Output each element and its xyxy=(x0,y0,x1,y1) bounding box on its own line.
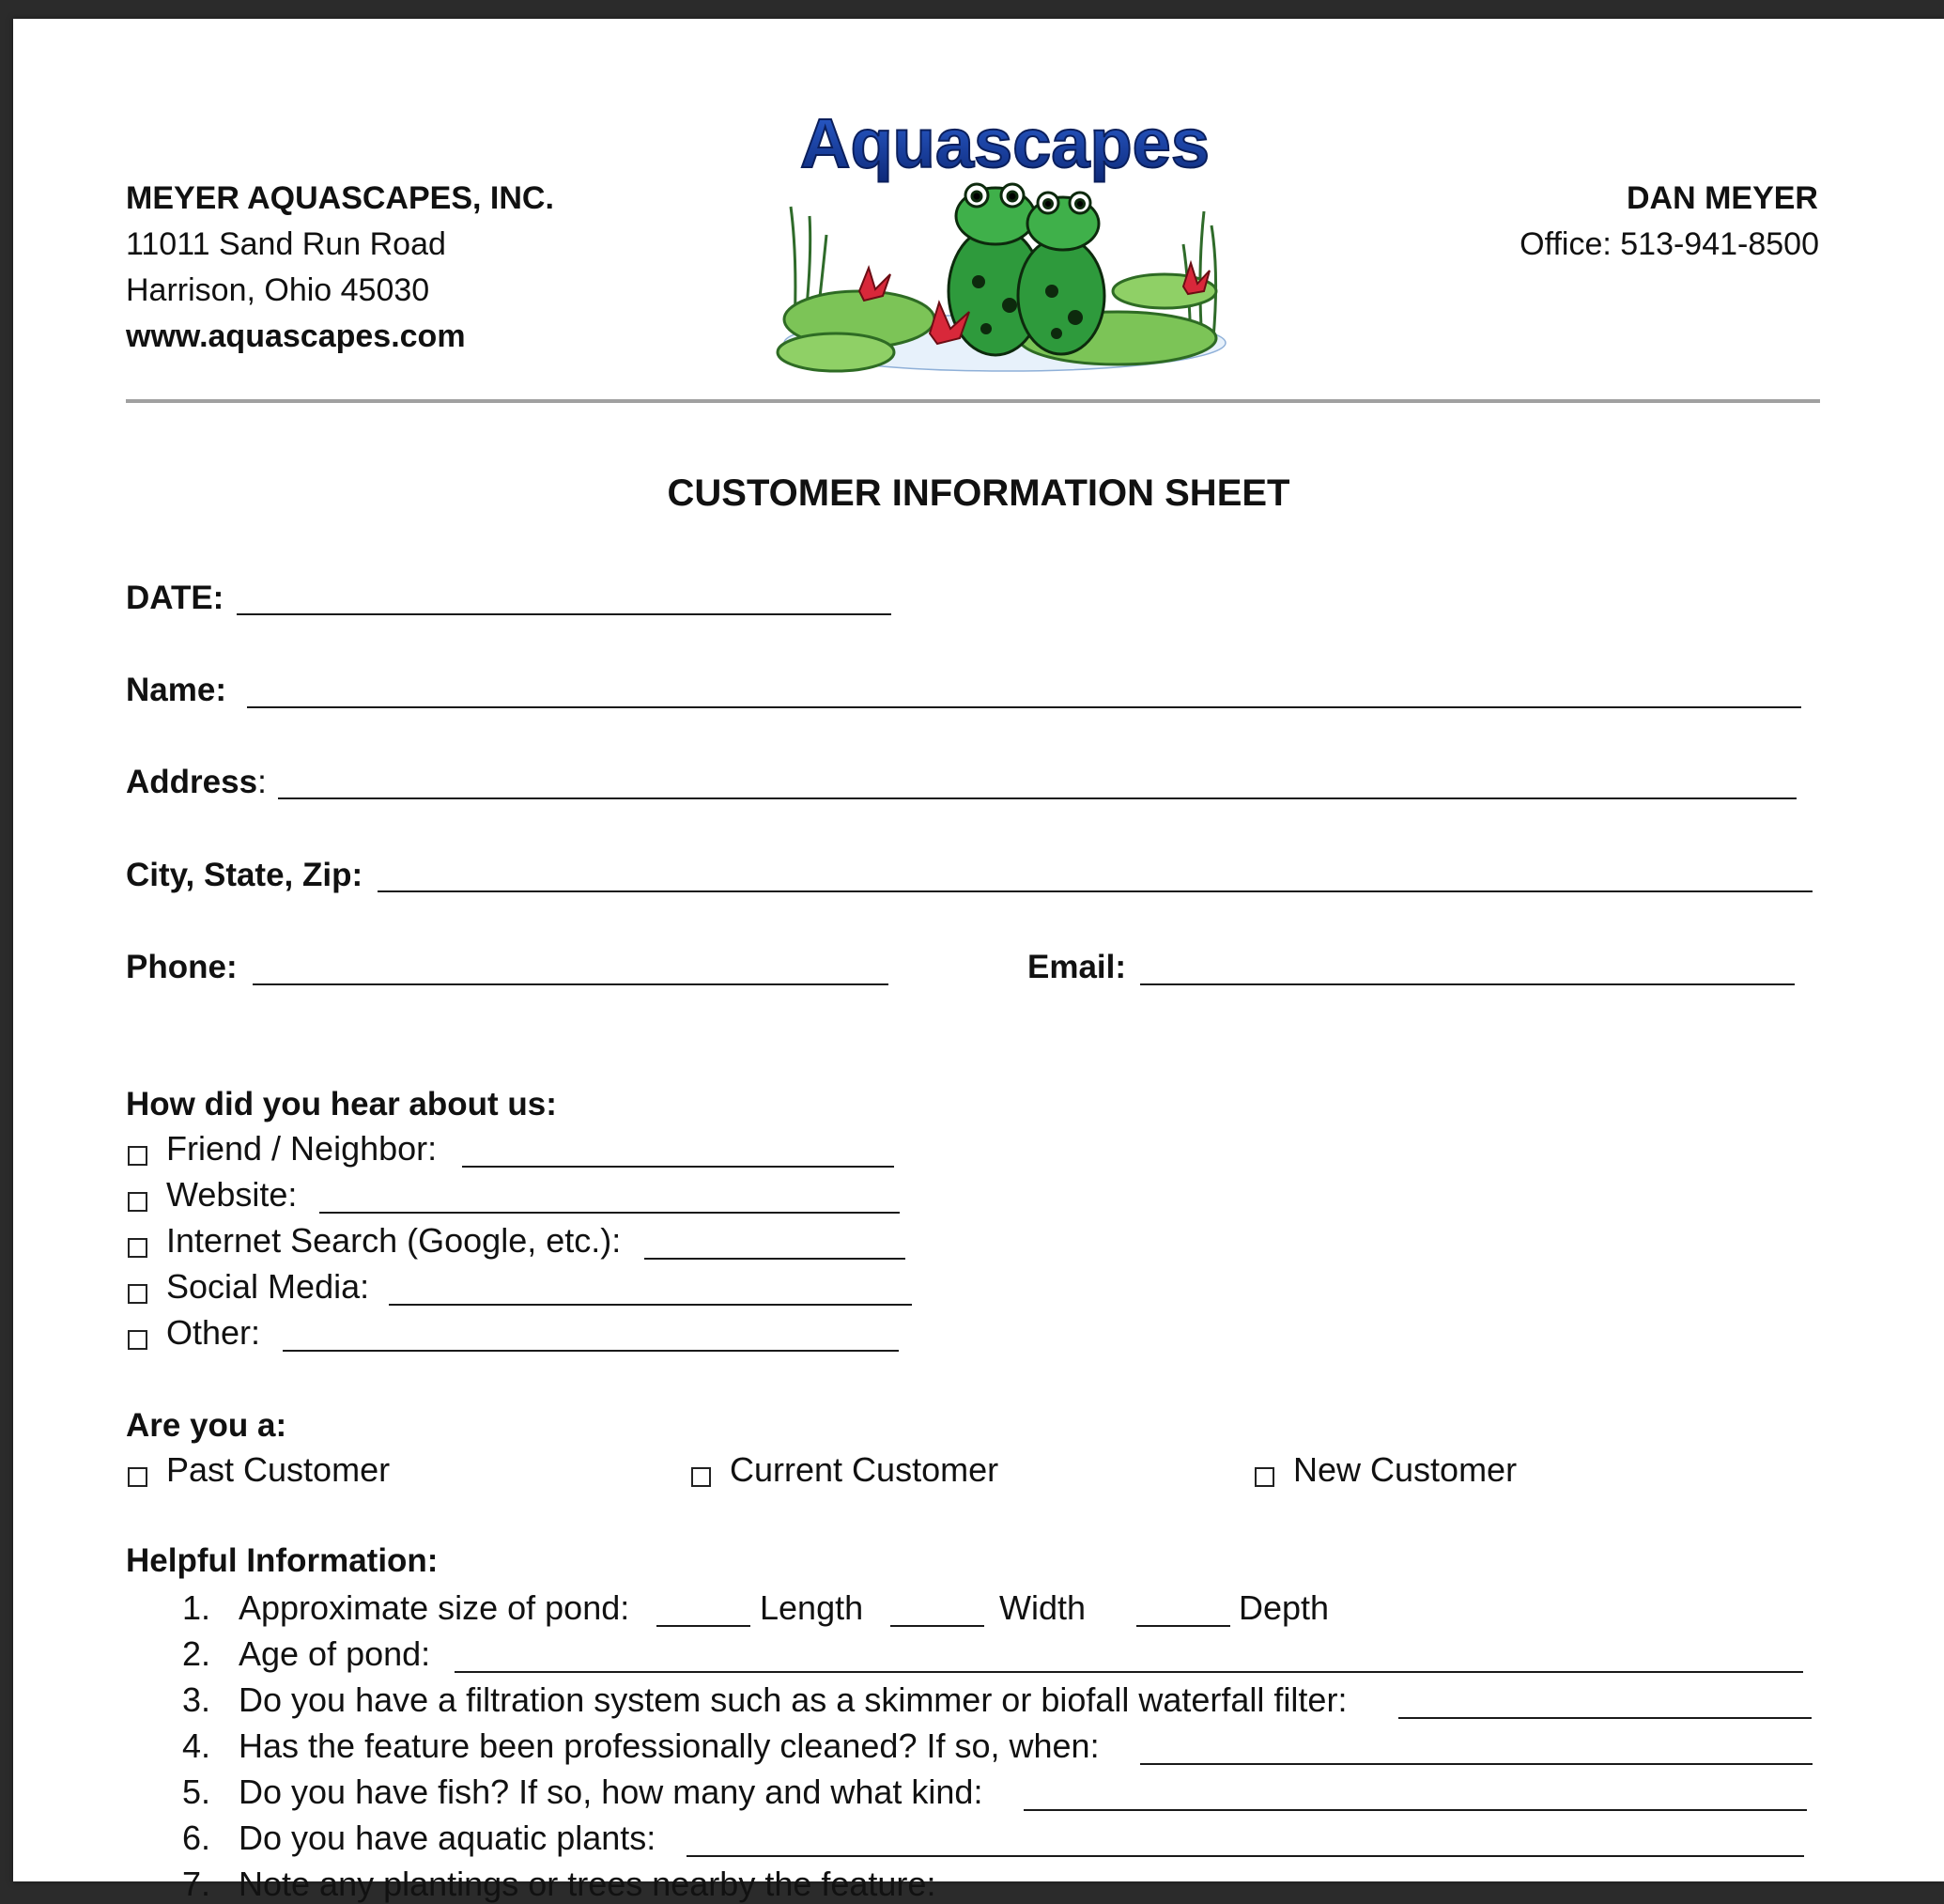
phone-field[interactable] xyxy=(253,983,888,985)
plantings-label: Note any plantings or trees nearby the feature: xyxy=(239,1865,936,1903)
logo-wordmark: Aquascapes xyxy=(800,104,1210,182)
website-label: Website: xyxy=(166,1175,298,1214)
internet-search-checkbox[interactable] xyxy=(128,1238,147,1258)
other-label: Other: xyxy=(166,1313,261,1352)
address-field[interactable] xyxy=(278,797,1797,799)
social-media-field[interactable] xyxy=(389,1304,912,1306)
friend-neighbor-checkbox[interactable] xyxy=(128,1146,147,1166)
helpful-item-number: 6. xyxy=(182,1819,211,1857)
pond-depth-label: Depth xyxy=(1239,1588,1330,1627)
aquatic-plants-field[interactable] xyxy=(687,1855,1804,1857)
hear-about-heading: How did you hear about us: xyxy=(126,1086,557,1122)
website-checkbox[interactable] xyxy=(128,1192,147,1212)
address-label-colon: : xyxy=(257,764,267,800)
pond-age-field[interactable] xyxy=(455,1671,1803,1673)
pond-size-label: Approximate size of pond: xyxy=(239,1588,630,1627)
website-field[interactable] xyxy=(319,1212,900,1214)
current-customer-label: Current Customer xyxy=(730,1450,999,1489)
address-label-text: Address xyxy=(126,764,258,800)
helpful-item-number: 5. xyxy=(182,1772,211,1811)
past-customer-label: Past Customer xyxy=(166,1450,391,1489)
name-label: Name: xyxy=(126,672,226,708)
internet-search-label: Internet Search (Google, etc.): xyxy=(166,1221,622,1260)
friend-neighbor-field[interactable] xyxy=(462,1166,894,1168)
pond-length-field[interactable] xyxy=(656,1625,750,1627)
date-label: DATE: xyxy=(126,580,224,616)
helpful-item-number: 7. xyxy=(182,1865,211,1903)
aquatic-plants-label: Do you have aquatic plants: xyxy=(239,1819,656,1857)
friend-neighbor-label: Friend / Neighbor: xyxy=(166,1129,438,1168)
frogs-lily-pond-logo-icon xyxy=(770,103,1240,376)
fish-label: Do you have fish? If so, how many and what kind: xyxy=(239,1772,983,1811)
email-field[interactable] xyxy=(1140,983,1795,985)
contact-office-phone: Office: 513-941-8500 xyxy=(1520,226,1819,262)
phone-label: Phone: xyxy=(126,949,238,985)
company-website: www.aquascapes.com xyxy=(126,318,466,354)
email-label: Email: xyxy=(1027,949,1127,985)
filtration-label: Do you have a filtration system such as a skimmer or biofall waterfall filter: xyxy=(239,1680,1348,1719)
company-city: Harrison, Ohio 45030 xyxy=(126,272,430,308)
social-media-label: Social Media: xyxy=(166,1267,370,1306)
pond-age-label: Age of pond: xyxy=(239,1634,431,1673)
internet-search-field[interactable] xyxy=(644,1258,905,1260)
customer-type-heading: Are you a: xyxy=(126,1407,287,1444)
social-media-checkbox[interactable] xyxy=(128,1284,147,1304)
other-field[interactable] xyxy=(283,1350,899,1352)
past-customer-checkbox[interactable] xyxy=(128,1467,147,1487)
pond-depth-field[interactable] xyxy=(1136,1625,1230,1627)
pond-width-field[interactable] xyxy=(890,1625,984,1627)
name-field[interactable] xyxy=(247,706,1801,708)
header-divider xyxy=(126,399,1820,403)
helpful-item-number: 1. xyxy=(182,1588,211,1627)
helpful-item-number: 4. xyxy=(182,1726,211,1765)
contact-name: DAN MEYER xyxy=(1626,180,1818,216)
new-customer-checkbox[interactable] xyxy=(1255,1467,1274,1487)
company-street: 11011 Sand Run Road xyxy=(126,226,446,262)
current-customer-checkbox[interactable] xyxy=(691,1467,711,1487)
helpful-item-number: 2. xyxy=(182,1634,211,1673)
filtration-field[interactable] xyxy=(1398,1717,1812,1719)
other-checkbox[interactable] xyxy=(128,1330,147,1350)
document-page xyxy=(13,19,1944,1903)
address-label xyxy=(126,764,267,801)
fish-field[interactable] xyxy=(1024,1809,1807,1811)
pond-length-label: Length xyxy=(760,1588,864,1627)
form-title: CUSTOMER INFORMATION SHEET xyxy=(667,472,1290,514)
company-name: MEYER AQUASCAPES, INC. xyxy=(126,180,554,216)
city-state-zip-field[interactable] xyxy=(378,890,1813,892)
helpful-item-number: 3. xyxy=(182,1680,211,1719)
cleaned-label: Has the feature been professionally cleaned? If so, when: xyxy=(239,1726,1100,1765)
date-field[interactable] xyxy=(237,613,891,615)
pond-width-label: Width xyxy=(999,1588,1087,1627)
cleaned-field[interactable] xyxy=(1140,1763,1813,1765)
city-state-zip-label: City, State, Zip: xyxy=(126,857,363,893)
new-customer-label: New Customer xyxy=(1293,1450,1518,1489)
helpful-info-heading: Helpful Information: xyxy=(126,1542,439,1579)
